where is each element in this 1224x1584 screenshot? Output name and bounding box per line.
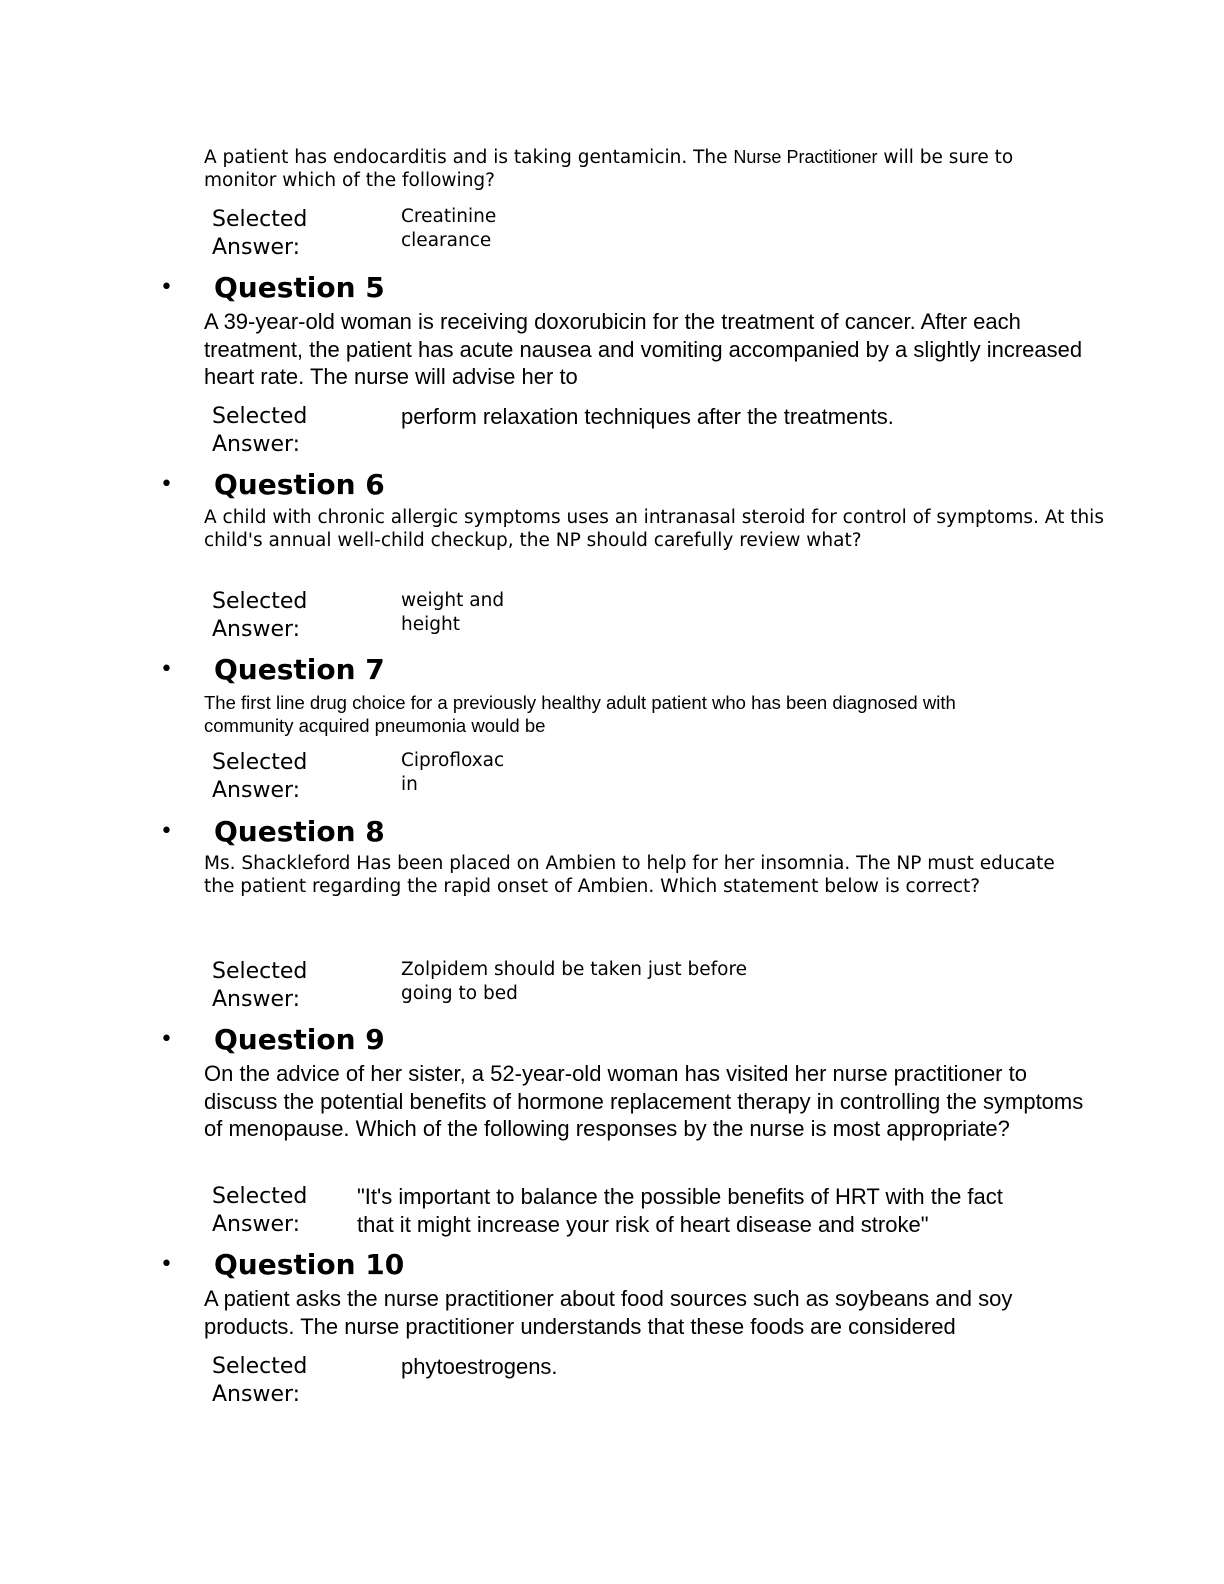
question-9-selected-answer: "It's important to balance the possible benefits of HRT with the fact that it might increase your risk of heart disease and stroke" xyxy=(357,1184,1003,1237)
question-4-text-np: Nurse Practitioner xyxy=(733,147,878,167)
question-7-selected-answer: Ciprofloxac in xyxy=(401,750,505,795)
selected-answer-label: Selected Answer: xyxy=(212,404,308,457)
selected-answer-label: Selected Answer: xyxy=(212,207,308,260)
question-4-selected-answer: Creatinine clearance xyxy=(401,206,497,251)
bullet: • xyxy=(160,819,173,844)
question-10-title: Question 10 xyxy=(214,1248,405,1281)
bullet: • xyxy=(160,472,173,497)
selected-answer-label: Selected Answer: xyxy=(212,959,308,1012)
question-4-text-part: A patient has endocarditis and is taking gentamicin. The xyxy=(204,147,734,168)
question-5-selected-answer: perform relaxation techniques after the treatments. xyxy=(401,404,894,429)
selected-answer-label: Selected Answer: xyxy=(212,589,308,642)
question-8-title: Question 8 xyxy=(214,815,385,848)
bullet: • xyxy=(160,275,173,300)
bullet: • xyxy=(160,657,173,682)
question-9-text: On the advice of her sister, a 52-year-old woman has visited her nurse practitioner to discuss the potential benefits of hormone replacement therapy in controlling the symptoms of menopause. Which of the following responses by the nurse is most appropriate? xyxy=(204,1061,1084,1141)
selected-answer-label: Selected Answer: xyxy=(212,750,308,803)
selected-answer-label: Selected Answer: xyxy=(212,1184,308,1237)
question-10-text: A patient asks the nurse practitioner about food sources such as soybeans and soy products. The nurse practitioner understands that these foods are considered xyxy=(204,1286,1013,1339)
question-8-text: Ms. Shackleford Has been placed on Ambien to help for her insomnia. The NP must educate the patient regarding the rapid onset of Ambien. Which statement below is correct? xyxy=(204,853,1055,897)
question-10-selected-answer: phytoestrogens. xyxy=(401,1354,558,1379)
question-6-selected-answer: weight and height xyxy=(401,590,505,635)
question-4-text-part: will be sure to monitor which of the following? xyxy=(204,147,1014,191)
question-8-selected-answer: Zolpidem should be taken just before going to bed xyxy=(401,959,748,1004)
bullet: • xyxy=(160,1252,173,1277)
question-4-text xyxy=(204,146,1084,192)
selected-answer-label: Selected Answer: xyxy=(212,1354,308,1407)
question-5-text: A 39-year-old woman is receiving doxorubicin for the treatment of cancer. After each treatment, the patient has acute nausea and vomiting accompanied by a slightly increased heart rate. The nurse will advise her to xyxy=(204,309,1083,389)
question-7-title: Question 7 xyxy=(214,653,385,686)
question-7-text: The first line drug choice for a previously healthy adult patient who has been diagnosed with community acquired pneumonia would be xyxy=(204,692,956,736)
question-6-text: A child with chronic allergic symptoms uses an intranasal steroid for control of symptoms. At this child's annual well-child checkup, the NP should carefully review what? xyxy=(204,507,1104,551)
bullet: • xyxy=(160,1027,173,1052)
question-9-title: Question 9 xyxy=(214,1023,385,1056)
question-5-title: Question 5 xyxy=(214,271,385,304)
question-6-title: Question 6 xyxy=(214,468,385,501)
